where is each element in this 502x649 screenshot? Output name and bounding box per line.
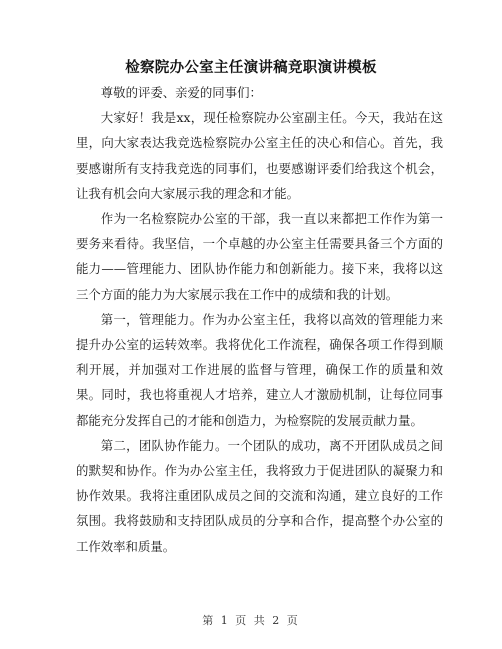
greeting-paragraph: 尊敬的评委、亲爱的同事们： <box>100 85 262 100</box>
body-paragraph: 大家好！我是xx，现任检察院办公室副主任。今天，我站在这里，向大家表达我竞选检察院办公室主任的决心和信心。首先，我要感谢所有支持我竞选的同事们，也要感谢评委们给我这个机会，让我有机会向大家展示我的理念和才能。 <box>76 110 443 201</box>
body-paragraph: 第二，团队协作能力。一个团队的成功，离不开团队成员之间的默契和协作。作为办公室主任，我将致力于促进团队的凝聚力和协作效果。我将注重团队成员之间的交流和沟通，建立良好的工作氛围。我将鼓励和支持团队成员的分享和合作，提高整个办公室的工作效率和质量。 <box>76 437 443 554</box>
body-paragraph: 作为一名检察院办公室的干部，我一直以来都把工作作为第一要务来看待。我坚信，一个卓越的办公室主任需要具备三个方面的能力——管理能力、团队协作能力和创新能力。接下来，我将以这三个方面的能力为大家展示我在工作中的成绩和我的计划。 <box>76 211 443 302</box>
page-footer: 第 1 页 共 2 页 <box>202 614 300 627</box>
document-body <box>76 80 443 559</box>
document-title: 检察院办公室主任演讲稿竞职演讲模板 <box>125 60 377 76</box>
body-paragraph: 第一，管理能力。作为办公室主任，我将以高效的管理能力来提升办公室的运转效率。我将优化工作流程，确保各项工作得到顺利开展，并加强对工作进展的监督与管理，确保工作的质量和效果。同时，我也将重视人才培养，建立人才激励机制，让每位同事都能充分发挥自己的才能和创造力，为检察院的发展贡献力量。 <box>76 311 443 428</box>
